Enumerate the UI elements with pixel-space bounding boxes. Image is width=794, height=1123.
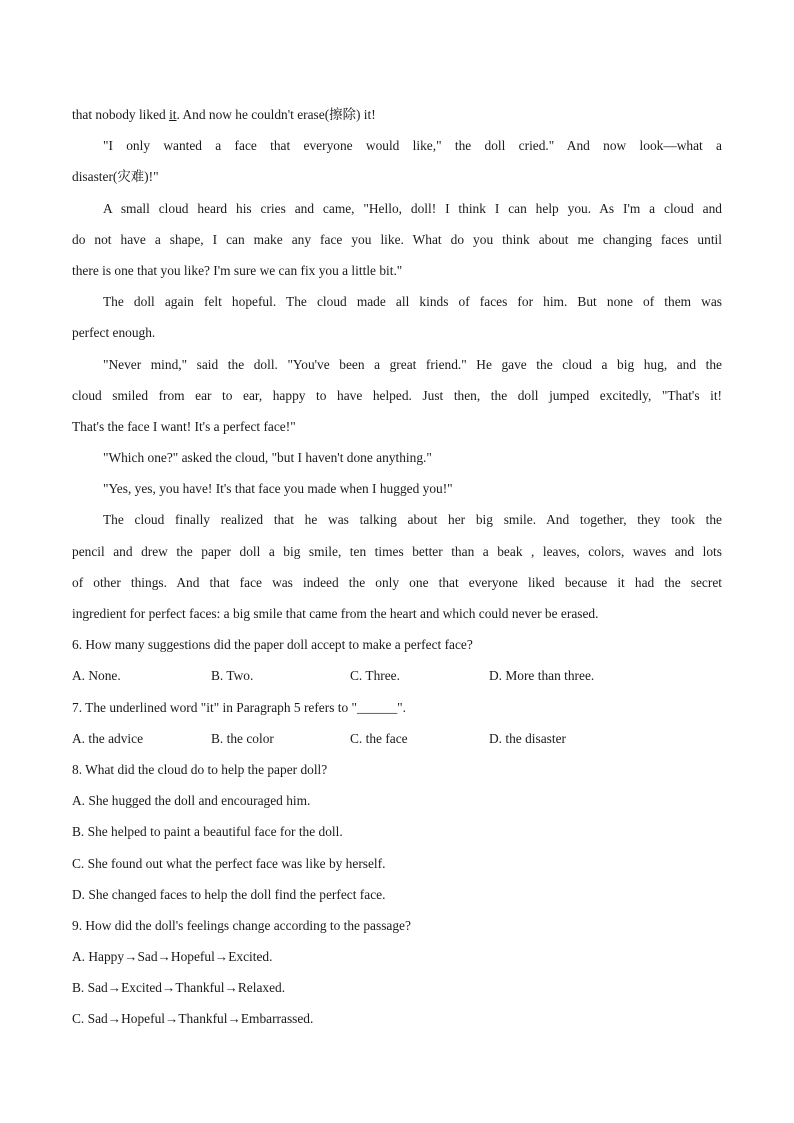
option-d: D. She changed faces to help the doll find the perfect face. <box>72 886 386 902</box>
story-paragraph-5-line-3: That's the face I want! It's a perfect face!" <box>72 418 296 434</box>
story-paragraph-3-line-2: do not have a shape, I can make any face you like. What do you think about me changing faces until <box>72 231 722 247</box>
question-6-options <box>72 660 722 691</box>
story-text: . And now he couldn't erase(擦除) it! <box>176 107 376 122</box>
page-content <box>72 99 722 1035</box>
story-paragraph-8-line-1: The cloud finally realized that he was talking about her big smile. And together, they took the <box>103 512 722 528</box>
option-c: C. Sad→Hopeful→Thankful→Embarrassed. <box>72 1011 314 1027</box>
option-a: A. She hugged the doll and encouraged him. <box>72 793 311 809</box>
story-paragraph-8-line-4: ingredient for perfect faces: a big smile that came from the heart and which could never be erased. <box>72 606 599 621</box>
option-d: D. the disaster <box>489 730 566 746</box>
option-d: D. More than three. <box>489 668 595 684</box>
story-paragraph-2-line-2: disaster(灾难)!" <box>72 169 159 185</box>
story-paragraph-1 <box>72 99 722 130</box>
story-paragraph-8-line-2: pencil and drew the paper doll a big smile, ten times better than a beak , leaves, colors, waves and lots <box>72 543 722 559</box>
option-b: B. Two. <box>211 668 254 684</box>
story-paragraph-8-line-3: of other things. And that face was indeed the only one that everyone liked because it had the secret <box>72 574 722 590</box>
option-c: C. Three. <box>350 668 400 684</box>
option-b: B. Sad→Excited→Thankful→Relaxed. <box>72 980 286 996</box>
option-a: A. None. <box>72 668 121 684</box>
option-b: B. She helped to paint a beautiful face for the doll. <box>72 824 343 840</box>
question-8-stem: 8. What did the cloud do to help the paper doll? <box>72 761 328 777</box>
question-7-stem: 7. The underlined word "it" in Paragraph 5 refers to "______". <box>72 699 406 715</box>
option-a: A. Happy→Sad→Hopeful→Excited. <box>72 949 273 965</box>
story-paragraph-6-line-1: "Which one?" asked the cloud, "but I haven't done anything." <box>103 450 432 466</box>
story-paragraph-3-line-1: A small cloud heard his cries and came, "Hello, doll! I think I can help you. As I'm a cloud and <box>103 200 722 216</box>
story-paragraph-5-line-2: cloud smiled from ear to ear, happy to have helped. Just then, the doll jumped excitedly, "That's it! <box>72 387 722 403</box>
question-9-stem: 9. How did the doll's feelings change according to the passage? <box>72 917 411 933</box>
story-paragraph-2-line-1: "I only wanted a face that everyone would like," the doll cried." And now look—what a <box>103 138 722 154</box>
option-c: C. She found out what the perfect face was like by herself. <box>72 855 386 871</box>
option-b: B. the color <box>211 730 274 746</box>
question-6-stem: 6. How many suggestions did the paper doll accept to make a perfect face? <box>72 637 473 653</box>
underlined-word: it <box>169 107 177 122</box>
story-paragraph-7-line-1: "Yes, yes, you have! It's that face you made when I hugged you!" <box>103 481 453 497</box>
story-paragraph-3-line-3: there is one that you like? I'm sure we can fix you a little bit." <box>72 262 403 278</box>
option-a: A. the advice <box>72 730 144 746</box>
story-paragraph-4-line-2: perfect enough. <box>72 325 156 341</box>
story-paragraph-5-line-1: "Never mind," said the doll. "You've been a great friend." He gave the cloud a big hug, and the <box>103 356 722 372</box>
option-c: C. the face <box>350 730 408 746</box>
story-paragraph-4-line-1: The doll again felt hopeful. The cloud made all kinds of faces for him. But none of them was <box>103 294 722 310</box>
question-7-options <box>72 723 722 754</box>
story-text: that nobody liked <box>72 107 170 122</box>
